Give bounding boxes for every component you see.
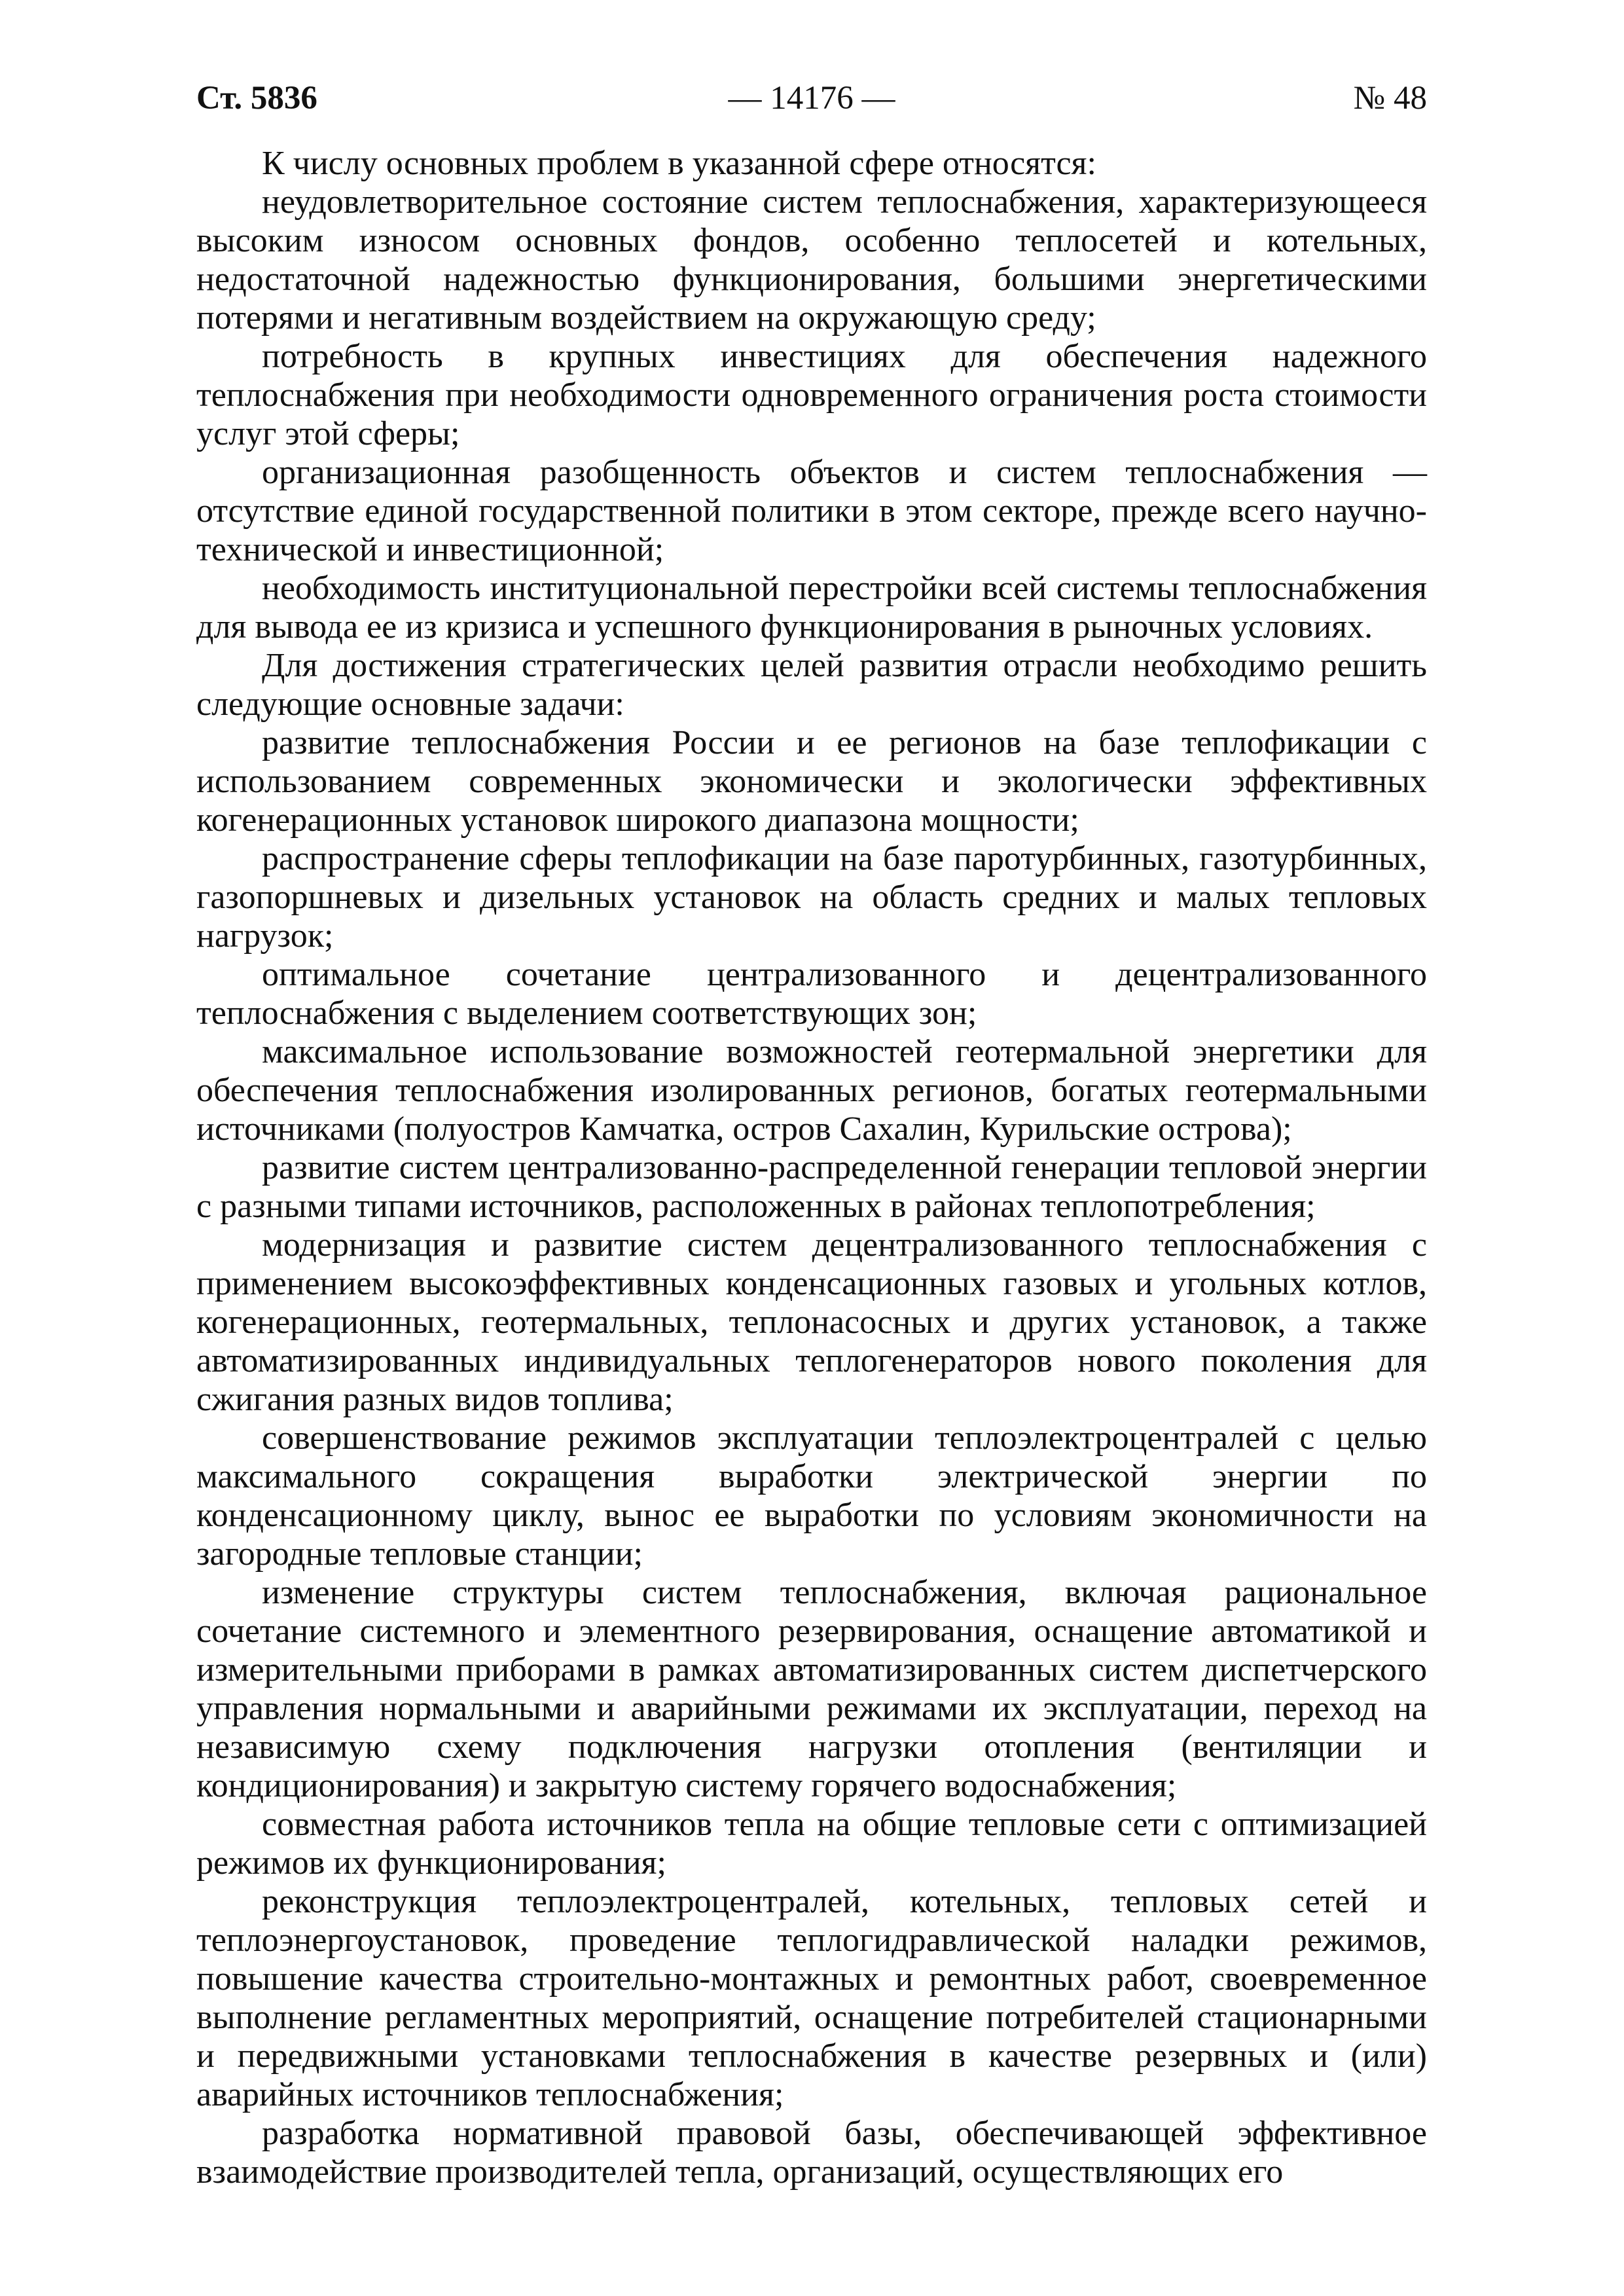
paragraph: Для достижения стратегических целей развития отрасли необходимо решить следующие основные задачи: <box>196 647 1427 723</box>
paragraph: организационная разобщенность объектов и систем теплоснабжения — отсутствие единой государственной политики в этом секторе, прежде всего научно-технической и инвестиционной; <box>196 454 1427 568</box>
paragraph: совершенствование режимов эксплуатации теплоэлектроцентралей с целью максимального сокращения выработки электрической энергии по конденсационному циклу, вынос ее выработки по условиям экономичности на загородные тепловые станции; <box>196 1419 1427 1573</box>
paragraph: максимальное использование возможностей геотермальной энергетики для обеспечения теплоснабжения изолированных регионов, богатых геотермальными источниками (полуостров Камчатка, остров Сахалин, Курильские острова); <box>196 1033 1427 1148</box>
paragraph: распространение сферы теплофикации на базе паротурбинных, газотурбинных, газопоршневых и дизельных установок на область средних и малых тепловых нагрузок; <box>196 840 1427 955</box>
paragraph: оптимальное сочетание централизованного и децентрализованного теплоснабжения с выделением соответствующих зон; <box>196 956 1427 1032</box>
page-header <box>196 72 1427 124</box>
paragraph: совместная работа источников тепла на общие тепловые сети с оптимизацией режимов их функционирования; <box>196 1806 1427 1882</box>
document-body <box>196 144 1427 2191</box>
article-number: Ст. 5836 <box>196 80 317 117</box>
paragraph: неудовлетворительное состояние систем теплоснабжения, характеризующееся высоким износом основных фондов, особенно теплосетей и котельных, недостаточной надежностью функционирования, большими энергетическими потерями и негативным воздействием на окружающую среду; <box>196 183 1427 337</box>
paragraph: необходимость институциональной перестройки всей системы теплоснабжения для вывода ее из кризиса и успешного функционирования в рыночных условиях. <box>196 570 1427 646</box>
paragraph: реконструкция теплоэлектроцентралей, котельных, тепловых сетей и теплоэнергоустановок, проведение теплогидравлической наладки режимов, повышение качества строительно-монтажных и ремонтных работ, своевременное выполнение регламентных мероприятий, оснащение потребителей стационарными и передвижными установками теплоснабжения в качестве резервных и (или) аварийных источников теплоснабжения; <box>196 1883 1427 2113</box>
paragraph: потребность в крупных инвестициях для обеспечения надежного теплоснабжения при необходимости одновременного ограничения роста стоимости услуг этой сферы; <box>196 338 1427 452</box>
page-number: — 14176 — <box>728 80 895 117</box>
paragraph: модернизация и развитие систем децентрализованного теплоснабжения с применением высокоэффективных конденсационных газовых и угольных котлов, когенерационных, геотермальных, теплонасосных и других установок, а также автоматизированных индивидуальных теплогенераторов нового поколения для сжигания разных видов топлива; <box>196 1226 1427 1418</box>
paragraph: развитие теплоснабжения России и ее регионов на базе теплофикации с использованием современных экономически и экологически эффективных когенерационных установок широкого диапазона мощности; <box>196 724 1427 839</box>
paragraph: изменение структуры систем теплоснабжения, включая рациональное сочетание системного и элементного резервирования, оснащение автоматикой и измерительными приборами в рамках автоматизированных систем диспетчерского управления нормальными и аварийными режимами их эксплуатации, переход на независимую схему подключения нагрузки отопления (вентиляции и кондиционирования) и закрытую систему горячего водоснабжения; <box>196 1574 1427 1804</box>
paragraph: разработка нормативной правовой базы, обеспечивающей эффективное взаимодействие производителей тепла, организаций, осуществляющих его <box>196 2115 1427 2191</box>
issue-number: № 48 <box>1353 80 1427 117</box>
paragraph: К числу основных проблем в указанной сфере относятся: <box>262 145 1096 182</box>
paragraph: развитие систем централизованно-распределенной генерации тепловой энергии с разными типами источников, расположенных в районах теплопотребления; <box>196 1149 1427 1225</box>
